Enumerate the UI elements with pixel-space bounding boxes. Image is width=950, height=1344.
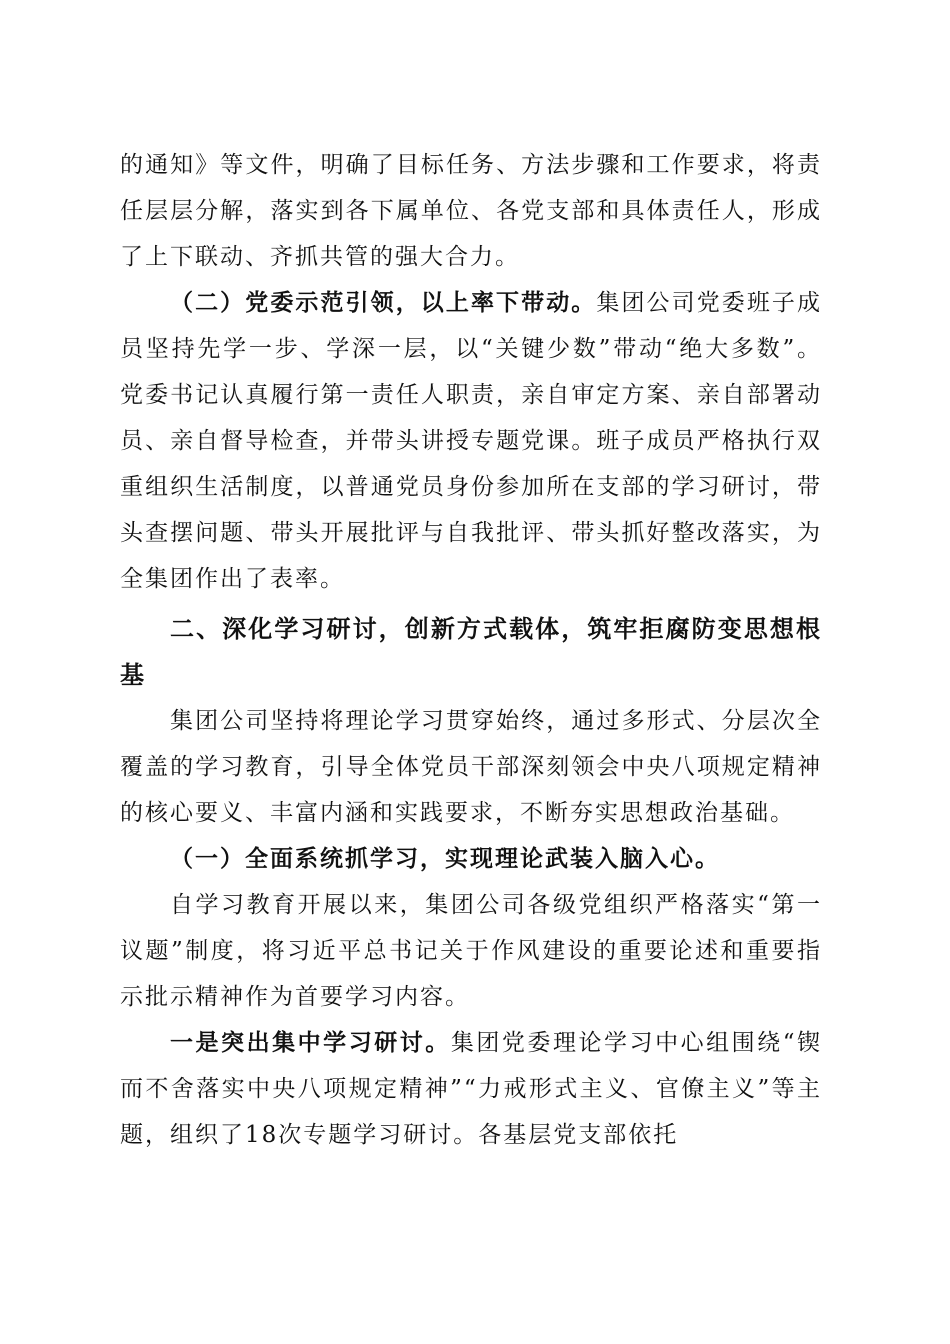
paragraph-continuation: 的通知》等文件，明确了目标任务、方法步骤和工作要求，将责任层层分解，落实到各下属单位、各党支部和具体责任人，形成了上下联动、齐抓共管的强大合力。 <box>120 152 822 270</box>
subheading-study: （一）全面系统抓学习，实现理论武装入脑入心。 <box>170 845 720 872</box>
paragraph-body: 集团公司党委班子成员坚持先学一步、学深一层，以“关键少数”带动“绝大多数”。党委书记认真履行第一责任人职责，亲自审定方案、亲自部署动员、亲自督导检查，并带头讲授专题党课。班子成员严格执行双重组织生活制度，以普通党员身份参加所在支部的学习研讨，带头查摆问题、带头开展批评与自我批评、带头抓好整改落实，为全集团作出了表率。 <box>120 290 823 592</box>
paragraph-party-committee-lead <box>120 280 822 602</box>
subheading-lead: （二）党委示范引领，以上率下带动。 <box>170 289 597 316</box>
paragraph-intro: 集团公司坚持将理论学习贯穿始终，通过多形式、分层次全覆盖的学习教育，引导全体党员干部深刻领会中央八项规定精神的核心要义、丰富内涵和实践要求，不断夯实思想政治基础。 <box>120 708 822 826</box>
section-heading-2: 二、深化学习研讨，创新方式载体，筑牢拒腐防变思想根基 <box>120 615 822 689</box>
paragraph-first-topic: 自学习教育开展以来，集团公司各级党组织严格落实“第一议题”制度，将习近平总书记关于作风建设的重要论述和重要指示批示精神作为首要学习内容。 <box>120 892 822 1010</box>
paragraph-centralized-study <box>120 1020 822 1158</box>
point-lead: 一是突出集中学习研讨。 <box>170 1029 451 1056</box>
paragraph-body: 集团党委理论学习中心组围绕“锲而不舍落实中央八项规定精神”“力戒形式主义、官僚主义”等主题，组织了18次专题学习研讨。各基层党支部依托 <box>120 1030 822 1148</box>
